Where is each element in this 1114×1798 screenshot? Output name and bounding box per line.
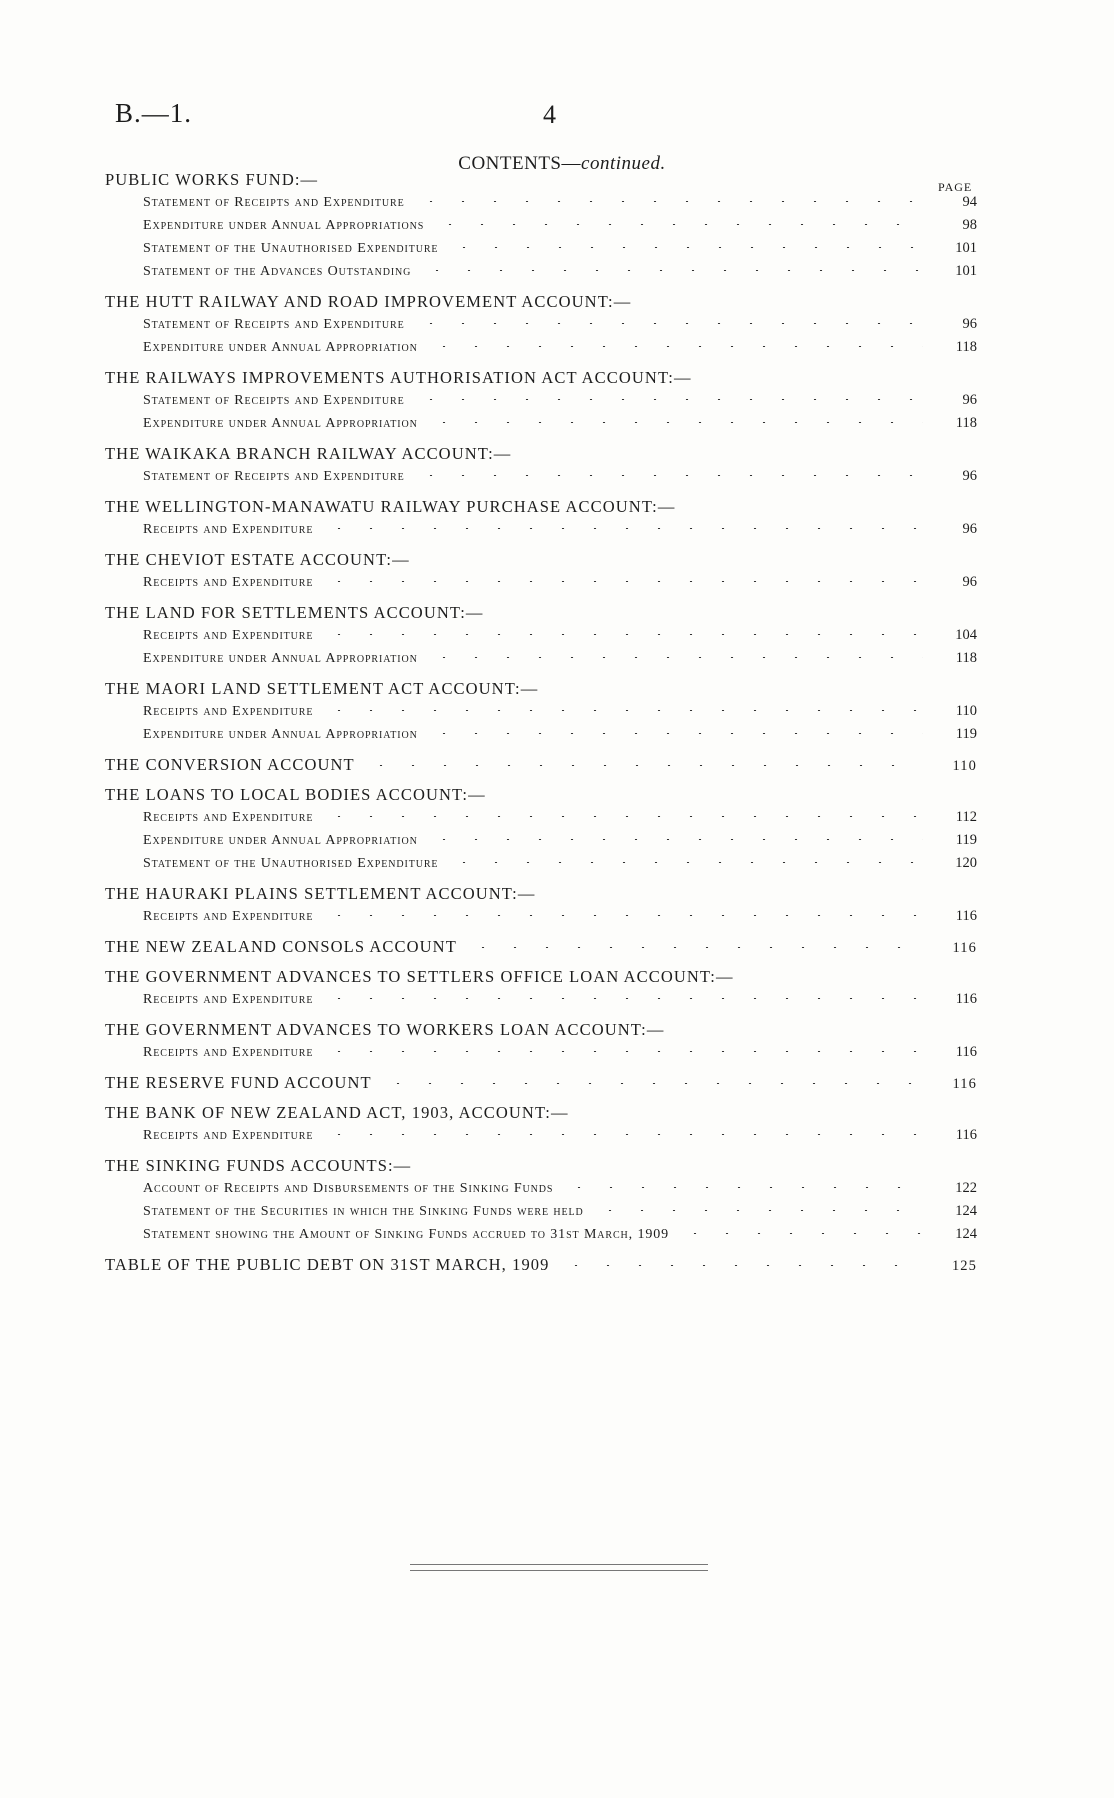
toc-page-ref: 104 [955,627,977,643]
toc-page-ref: 116 [955,1127,977,1143]
toc-entry-label: Statement showing the Amount of Sinking Funds accrued to 31st March, 1909 [143,1227,670,1242]
toc-entry [105,313,977,336]
toc-section-heading [105,676,977,700]
toc-entry [105,518,977,541]
toc-heading-label: THE BANK OF NEW ZEALAND ACT, 1903, ACCOUNT:— [105,1103,569,1122]
dot-leader [415,201,923,202]
toc-section [105,934,977,958]
toc-section [105,676,977,746]
toc-entry-label: Statement of the Securities in which the Sinking Funds were held [143,1204,584,1219]
toc-heading-label: THE MAORI LAND SETTLEMENT ACT ACCOUNT:— [105,679,539,698]
toc-entry [105,214,977,237]
toc-heading-label: THE NEW ZEALAND CONSOLS ACCOUNT [105,937,457,956]
toc-heading-label: THE SINKING FUNDS ACCOUNTS:— [105,1156,412,1175]
toc-entry [105,389,977,412]
toc-page-ref: 101 [955,240,977,256]
toc-entry [105,806,977,829]
dot-leader [428,839,923,840]
toc-entry-label: Statement of Receipts and Expenditure [143,195,405,210]
dot-leader [415,399,923,400]
page-number: 4 [543,100,556,129]
dot-leader [428,733,923,734]
toc-heading-label: THE RAILWAYS IMPROVEMENTS AUTHORISATION ACT ACCOUNT:— [105,368,692,387]
toc-section [105,167,977,283]
dot-leader [323,1051,923,1052]
dot-leader [415,323,923,324]
toc-section [105,1017,977,1064]
toc-page-ref: 122 [955,1180,977,1196]
dot-leader [323,710,923,711]
dot-leader [428,346,923,347]
dot-leader [679,1233,923,1234]
toc-section-heading [105,1100,977,1124]
toc-page-ref: 125 [951,1258,977,1274]
toc-page-ref: 96 [962,468,977,484]
toc-page-ref: 110 [952,758,977,774]
toc-entry [105,412,977,435]
toc-section-heading [105,1017,977,1041]
toc-entry [105,465,977,488]
toc-entry [105,1200,977,1223]
toc-section-heading [105,752,977,776]
toc-entry-label: Account of Receipts and Disbursements of the Sinking Funds [143,1181,554,1196]
toc-section-heading [105,782,977,806]
toc-page-ref: 96 [962,574,977,590]
toc-heading-label: THE LOANS TO LOCAL BODIES ACCOUNT:— [105,785,486,804]
toc-section-heading [105,1252,977,1276]
toc-entry [105,1041,977,1064]
toc-section-heading [105,494,977,518]
toc-section-heading [105,441,977,465]
toc-section [105,1153,977,1246]
toc-entry [105,571,977,594]
page-column-label: PAGE [938,180,973,194]
toc-heading-label: THE WAIKAKA BRANCH RAILWAY ACCOUNT:— [105,444,512,463]
dot-leader [467,947,923,948]
toc-page-ref: 120 [955,855,977,871]
toc-section [105,441,977,488]
toc-entry [105,624,977,647]
toc-page-ref: 116 [955,1044,977,1060]
dot-leader [594,1210,923,1211]
table-of-contents [105,167,977,1276]
toc-page-ref: 116 [955,991,977,1007]
dot-leader [323,581,923,582]
toc-section [105,752,977,776]
toc-section-heading [105,365,977,389]
toc-heading-label: THE RESERVE FUND ACCOUNT [105,1073,372,1092]
toc-page-ref: 119 [955,832,977,848]
toc-entry [105,260,977,283]
toc-heading-label: TABLE OF THE PUBLIC DEBT ON 31ST MARCH, 1909 [105,1255,550,1274]
toc-entry-label: Expenditure under Annual Appropriations [143,218,425,233]
toc-page-ref: 119 [955,726,977,742]
toc-entry [105,191,977,214]
toc-page-ref: 98 [962,217,977,233]
dot-leader [448,247,923,248]
toc-entry [105,988,977,1011]
toc-entry-label: Receipts and Expenditure [143,522,314,537]
dot-leader [323,634,923,635]
toc-entry [105,829,977,852]
toc-entry-label: Statement of the Unauthorised Expenditure [143,241,439,256]
toc-entry-label: Statement of Receipts and Expenditure [143,469,405,484]
toc-heading-label: THE HUTT RAILWAY AND ROAD IMPROVEMENT ACCOUNT:— [105,292,632,311]
toc-heading-label: PUBLIC WORKS FUND:— [105,170,319,189]
toc-section-heading [105,1153,977,1177]
closing-double-rule [410,1564,708,1571]
toc-entry [105,905,977,928]
toc-section-heading [105,964,977,988]
toc-heading-label: THE GOVERNMENT ADVANCES TO SETTLERS OFFICE LOAN ACCOUNT:— [105,967,734,986]
toc-entry-label: Receipts and Expenditure [143,628,314,643]
toc-page-ref: 116 [952,1076,977,1092]
toc-section [105,1252,977,1276]
toc-section [105,964,977,1011]
toc-entry [105,1223,977,1246]
toc-entry-label: Expenditure under Annual Appropriation [143,340,418,355]
toc-section [105,365,977,435]
toc-heading-label: THE CHEVIOT ESTATE ACCOUNT:— [105,550,410,569]
toc-page-ref: 118 [955,339,977,355]
toc-section-heading [105,167,977,191]
toc-section-heading [105,934,977,958]
toc-entry-label: Statement of Receipts and Expenditure [143,317,405,332]
contents-title-continued: continued. [581,153,666,174]
dot-leader [323,816,923,817]
toc-entry-label: Expenditure under Annual Appropriation [143,416,418,431]
dot-leader [434,224,923,225]
dot-leader [421,270,923,271]
toc-entry [105,700,977,723]
toc-page-ref: 96 [962,521,977,537]
toc-page-ref: 112 [955,809,977,825]
dot-leader [323,1134,923,1135]
toc-entry-label: Receipts and Expenditure [143,704,314,719]
dot-leader [563,1187,923,1188]
toc-entry-label: Expenditure under Annual Appropriation [143,833,418,848]
contents-title-main: CONTENTS— [458,153,582,174]
toc-heading-label: THE GOVERNMENT ADVANCES TO WORKERS LOAN ACCOUNT:— [105,1020,665,1039]
toc-page-ref: 116 [955,908,977,924]
toc-entry-label: Statement of the Unauthorised Expenditure [143,856,439,871]
toc-entry [105,1177,977,1200]
toc-entry [105,336,977,359]
dot-leader [428,657,923,658]
toc-page-ref: 96 [962,392,977,408]
toc-section [105,782,977,875]
toc-entry [105,852,977,875]
dot-leader [415,475,923,476]
toc-entry [105,723,977,746]
toc-heading-label: THE LAND FOR SETTLEMENTS ACCOUNT:— [105,603,484,622]
toc-entry [105,237,977,260]
toc-page-ref: 110 [955,703,977,719]
toc-page-ref: 101 [955,263,977,279]
toc-page-ref: 96 [962,316,977,332]
dot-leader [382,1083,923,1084]
toc-entry-label: Expenditure under Annual Appropriation [143,651,418,666]
toc-entry-label: Expenditure under Annual Appropriation [143,727,418,742]
dot-leader [428,422,923,423]
toc-entry-label: Receipts and Expenditure [143,992,314,1007]
toc-page-ref: 124 [955,1226,977,1242]
toc-heading-label: THE WELLINGTON-MANAWATU RAILWAY PURCHASE ACCOUNT:— [105,497,676,516]
dot-leader [448,862,923,863]
toc-entry-label: Receipts and Expenditure [143,909,314,924]
toc-entry-label: Receipts and Expenditure [143,1128,314,1143]
toc-section [105,289,977,359]
dot-leader [323,998,923,999]
toc-section-heading [105,289,977,313]
toc-section [105,547,977,594]
toc-section [105,600,977,670]
toc-entry-label: Statement of the Advances Outstanding [143,264,412,279]
toc-page-ref: 118 [955,415,977,431]
toc-section [105,881,977,928]
toc-section-heading [105,547,977,571]
document-code: B.—1. [115,98,193,128]
dot-leader [365,765,923,766]
dot-leader [323,528,923,529]
toc-entry [105,647,977,670]
toc-section-heading [105,881,977,905]
toc-entry [105,1124,977,1147]
toc-section-heading [105,600,977,624]
toc-page-ref: 94 [962,194,977,210]
toc-heading-label: THE HAURAKI PLAINS SETTLEMENT ACCOUNT:— [105,884,536,903]
toc-page-ref: 118 [955,650,977,666]
toc-entry-label: Receipts and Expenditure [143,1045,314,1060]
toc-section [105,1070,977,1094]
dot-leader [560,1265,924,1266]
toc-entry-label: Statement of Receipts and Expenditure [143,393,405,408]
toc-section-heading [105,1070,977,1094]
toc-page-ref: 116 [952,940,977,956]
toc-section [105,494,977,541]
toc-heading-label: THE CONVERSION ACCOUNT [105,755,355,774]
toc-entry-label: Receipts and Expenditure [143,810,314,825]
toc-entry-label: Receipts and Expenditure [143,575,314,590]
dot-leader [323,915,923,916]
toc-page-ref: 124 [955,1203,977,1219]
toc-section [105,1100,977,1147]
